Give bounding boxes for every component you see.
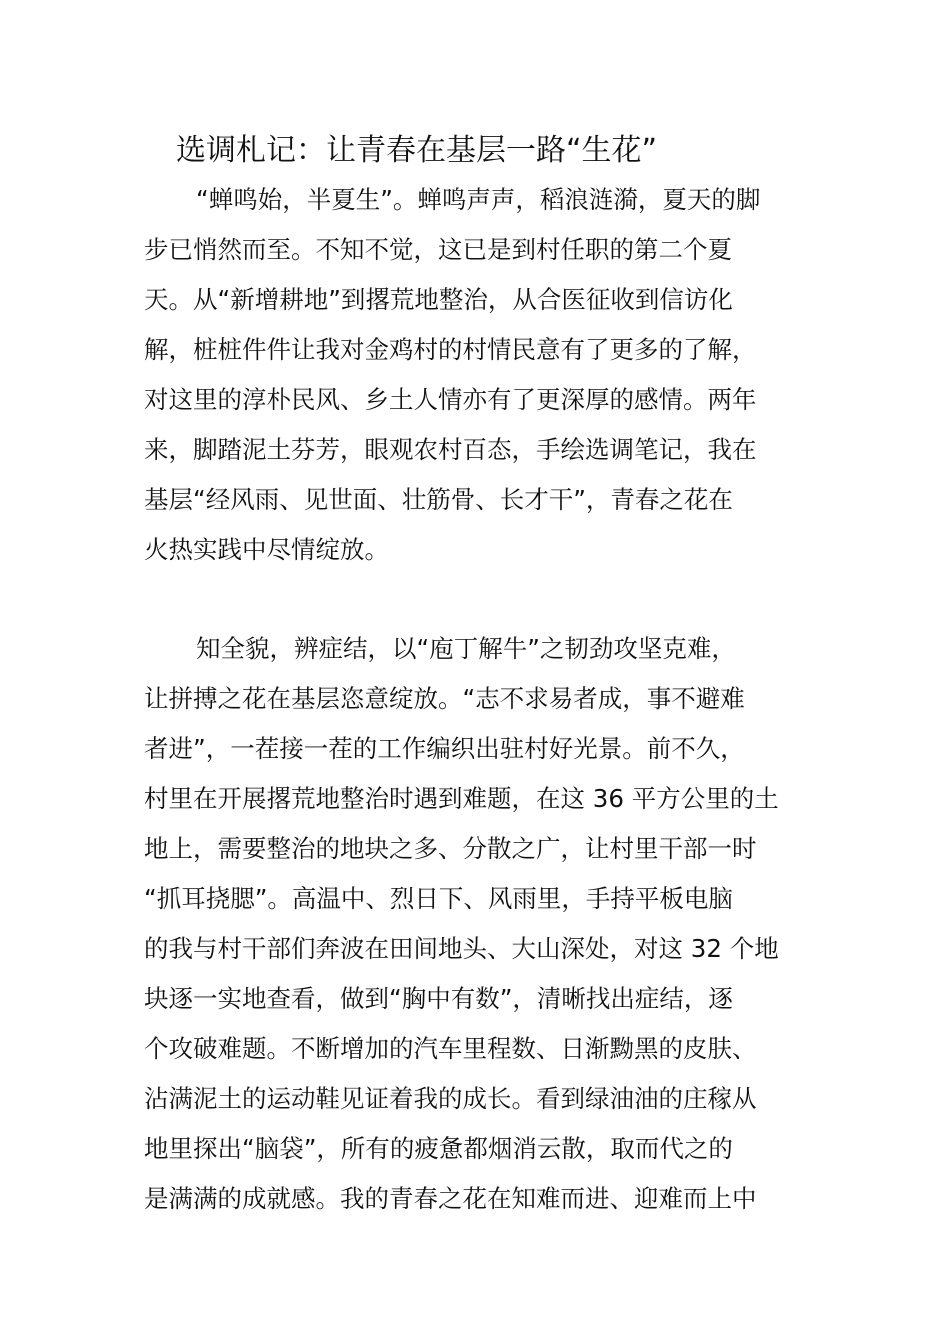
paragraph-line: 火热实践中尽情绽放。 — [144, 535, 389, 564]
paragraph-line: 知全貌，辨症结，以“庖丁解牛”之韧劲攻坚克难， — [196, 634, 736, 663]
paragraph-line: 基层“经风雨、见世面、壮筋骨、长才干”，青春之花在 — [144, 485, 733, 514]
paragraph-line: 解，桩桩件件让我对金鸡村的村情民意有了更多的了解， — [144, 335, 757, 364]
paragraph-line: 天。从“新增耕地”到撂荒地整治，从合医征收到信访化 — [144, 285, 733, 314]
paragraph-line: 地上，需要整治的地块之多、分散之广，让村里干部一时 — [144, 834, 757, 863]
paragraph-line: 者进”，一茬接一茬的工作编织出驻村好光景。前不久， — [144, 734, 745, 763]
paragraph-line: 块逐一实地查看，做到“胸中有数”，清晰找出症结，逐 — [144, 984, 733, 1013]
paragraph-line: “抓耳挠腮”。高温中、烈日下、风雨里，手持平板电脑 — [144, 884, 733, 913]
paragraph-1 — [144, 175, 808, 575]
paragraph-line: 的我与村干部们奔波在田间地头、大山深处，对这 32 个地 — [144, 934, 779, 963]
paragraph-line: 让拼搏之花在基层恣意绽放。“志不求易者成，事不避难 — [144, 684, 745, 713]
paragraph-line: 步已悄然而至。不知不觉，这已是到村任职的第二个夏 — [144, 235, 732, 264]
paragraph-line: 个攻破难题。不断增加的汽车里程数、日渐黝黑的皮肤、 — [144, 1034, 757, 1063]
paragraph-line: 地里探出“脑袋”，所有的疲惫都烟消云散，取而代之的 — [144, 1134, 733, 1163]
paragraph-line: 是满满的成就感。我的青春之花在知难而进、迎难而上中 — [144, 1184, 757, 1213]
paragraph-line: 来，脚踏泥土芬芳，眼观农村百态，手绘选调笔记，我在 — [144, 435, 757, 464]
paragraph-line: 村里在开展撂荒地整治时遇到难题，在这 36 平方公里的土 — [144, 784, 779, 813]
paragraph-line: 沾满泥土的运动鞋见证着我的成长。看到绿油油的庄稼从 — [144, 1084, 757, 1113]
paragraph-line: 对这里的淳朴民风、乡土人情亦有了更深厚的感情。两年 — [144, 385, 757, 414]
document-title: 选调札记：让青春在基层一路“生花” — [176, 133, 658, 168]
paragraph-2 — [144, 624, 808, 1224]
paragraph-line: “蝉鸣始，半夏生”。蝉鸣声声，稻浪涟漪，夏天的脚 — [196, 185, 761, 214]
